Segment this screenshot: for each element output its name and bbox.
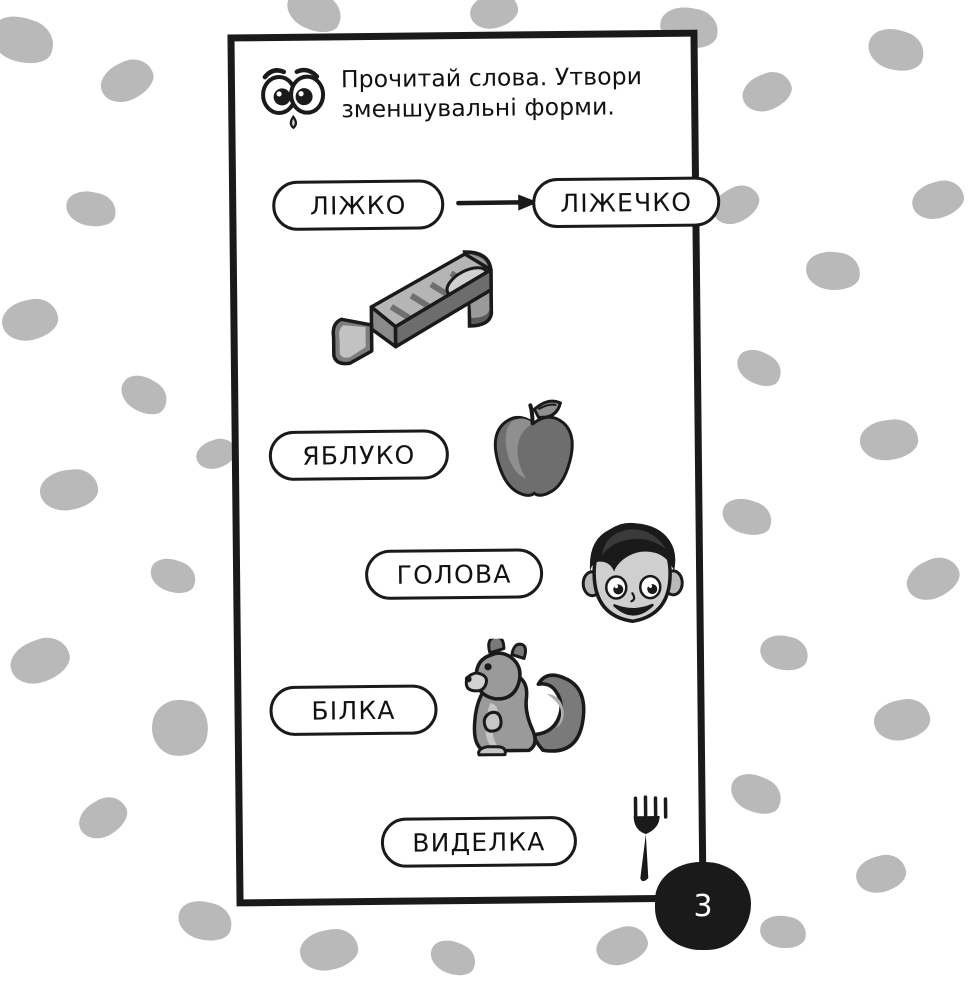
instruction-text: Прочитай слова. Утвори зменшувальні форми. bbox=[341, 55, 678, 125]
word-bubble-vydelka[interactable]: ВИДЕЛКА bbox=[381, 816, 578, 868]
decorative-blob bbox=[5, 631, 76, 691]
decorative-blob bbox=[0, 295, 62, 346]
bed-icon bbox=[315, 233, 526, 375]
decorative-blob bbox=[115, 368, 174, 421]
decorative-blob bbox=[148, 696, 211, 759]
decorative-blob bbox=[758, 913, 808, 951]
decorative-blob bbox=[718, 493, 776, 541]
decorative-blob bbox=[737, 66, 797, 118]
arrow-right-icon bbox=[456, 192, 540, 213]
decorative-blob bbox=[72, 790, 133, 846]
decorative-blob bbox=[63, 187, 119, 231]
decorative-blob bbox=[467, 0, 522, 33]
word-bubble-likzhko[interactable]: ЛІЖКО bbox=[272, 179, 445, 231]
decorative-blob bbox=[0, 9, 59, 71]
decorative-blob bbox=[804, 249, 862, 292]
decorative-blob bbox=[37, 466, 100, 514]
decorative-blob bbox=[864, 23, 929, 77]
decorative-blob bbox=[731, 343, 787, 393]
decorative-blob bbox=[858, 417, 920, 463]
page-number-badge: 3 bbox=[655, 862, 751, 950]
decorative-blob bbox=[592, 921, 653, 971]
decorative-blob bbox=[757, 631, 811, 674]
boy-head-icon bbox=[570, 515, 696, 641]
eyes-icon bbox=[257, 60, 332, 135]
decorative-blob bbox=[297, 925, 361, 974]
word-bubble-yabluko[interactable]: ЯБЛУКО bbox=[269, 429, 450, 481]
decorative-blob bbox=[426, 935, 481, 981]
decorative-blob bbox=[871, 695, 933, 744]
word-bubble-holova[interactable]: ГОЛОВА bbox=[365, 548, 544, 600]
squirrel-icon bbox=[446, 638, 592, 770]
worksheet-card bbox=[227, 30, 706, 907]
decorative-blob bbox=[852, 850, 909, 897]
worksheet-header bbox=[257, 55, 678, 135]
decorative-blob bbox=[725, 767, 787, 821]
word-row-likzhko bbox=[264, 177, 675, 231]
word-bubble-likzhechko[interactable]: ЛІЖЕЧКО bbox=[532, 176, 721, 228]
apple-icon bbox=[478, 393, 589, 504]
word-bubble-bilka[interactable]: БІЛКА bbox=[269, 684, 438, 736]
decorative-blob bbox=[908, 176, 968, 225]
decorative-blob bbox=[94, 52, 159, 109]
decorative-blob bbox=[901, 551, 966, 608]
decorative-blob bbox=[174, 896, 236, 947]
decorative-blob bbox=[146, 553, 200, 599]
